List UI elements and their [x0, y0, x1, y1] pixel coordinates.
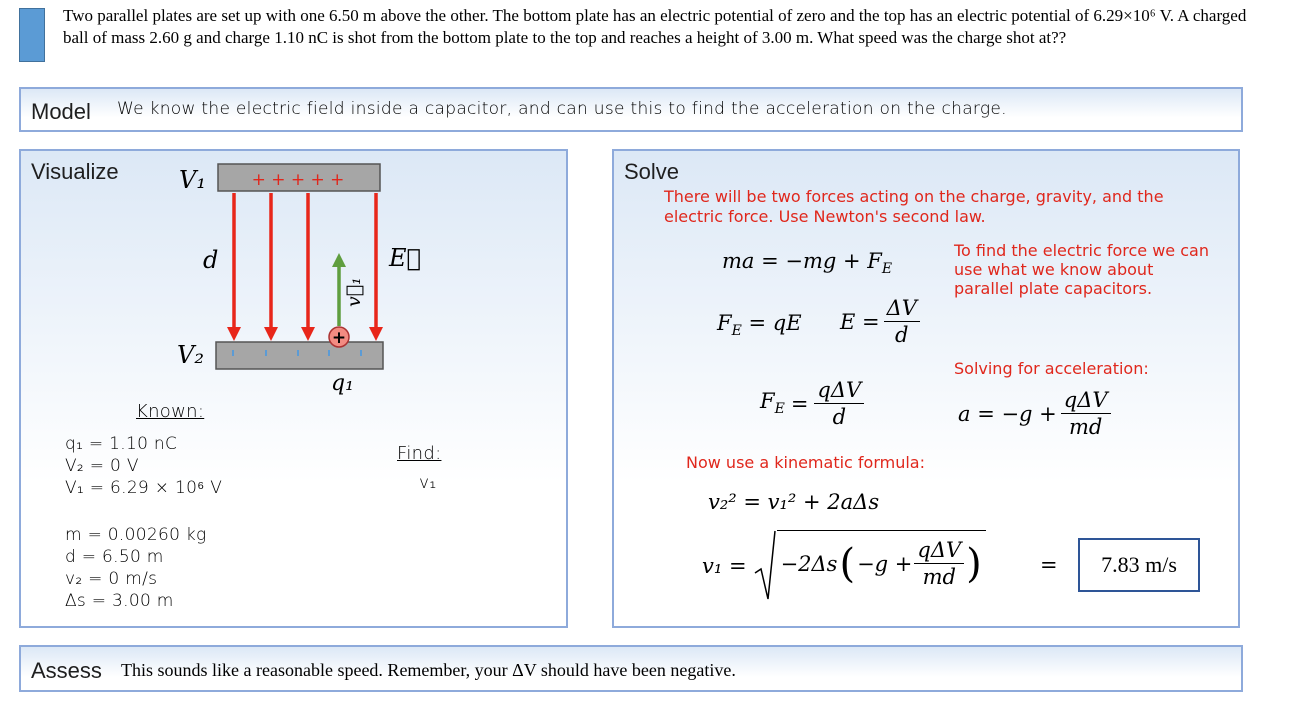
- find-value: v₁: [419, 473, 437, 493]
- acceleration-equation: a = −g + $\frac{\text{qΔV}}{md}$: [958, 387, 1111, 440]
- known-list: [65, 433, 222, 499]
- newton-equation: ma = $-mg + F_E$: [722, 249, 893, 278]
- problem-marker: [19, 8, 45, 62]
- model-panel: [19, 87, 1243, 132]
- field-note: To find the electric force we can use what we know about parallel plate capacitors.: [954, 241, 1209, 298]
- field-arrows: [234, 193, 376, 334]
- top-plate-signs: + + + + +: [251, 170, 345, 190]
- solve-panel: [612, 149, 1240, 628]
- capacitor-diagram: [161, 156, 421, 396]
- visualize-panel: [19, 149, 568, 628]
- known-title: Known:: [136, 401, 205, 422]
- d-label: d: [203, 246, 219, 274]
- charge-label: q₁: [331, 371, 354, 396]
- e-label: E⃗: [389, 244, 421, 272]
- known-item: v₂ = 0 m/s: [65, 569, 158, 589]
- electric-force-equation: $F_E$ = qE: [717, 311, 802, 340]
- known-item: m = 0.00260 kg: [65, 525, 207, 545]
- known-item: q₁ = 1.10 nC: [65, 434, 178, 454]
- v2-label: V₂: [177, 341, 204, 369]
- problem-statement: Two parallel plates are set up with one 6.50 m above the other. The bottom plate has an electric potential of zero and the top has an electric potential of 6.29×10⁶ V. A charged ball of mass 2.60 g and charge 1.10 nC is shot from the bottom plate to the top and reaches a height of 3.00 m. What speed was the charge shot at??: [63, 6, 1247, 47]
- known-list-2: [65, 524, 207, 612]
- model-title: Model: [31, 99, 91, 124]
- solve-intro: There will be two forces acting on the charge, gravity, and the electric force. Use Newton's second law.: [664, 187, 1164, 226]
- answer-box: 7.83 m/s: [1078, 538, 1200, 592]
- find-title: Find:: [397, 443, 442, 464]
- model-text: We know the electric field inside a capacitor, and can use this to find the acceleration on the charge.: [117, 99, 1007, 119]
- charge-sign: +: [331, 328, 347, 348]
- assess-text: This sounds like a reasonable speed. Remember, your ΔV should have been negative.: [121, 660, 736, 680]
- known-item: Δs = 3.00 m: [65, 591, 174, 611]
- field-equation: E = $\frac{\Delta V}{d}$: [840, 295, 920, 348]
- known-item: V₂ = 0 V: [65, 456, 139, 476]
- assess-title: Assess: [31, 658, 102, 683]
- solve-title: Solve: [624, 159, 680, 184]
- known-item: V₁ = 6.29 × 10⁶ V: [65, 478, 223, 498]
- electric-force-substituted: $F_E$ = $\frac{\text{qΔV}}{d}$: [760, 377, 864, 430]
- assess-panel: [19, 645, 1243, 692]
- equals-sign: =: [1040, 553, 1058, 577]
- known-item: d = 6.50 m: [65, 547, 164, 567]
- accel-note: Solving for acceleration:: [954, 359, 1149, 378]
- v1-label: V₁: [179, 166, 206, 194]
- kinematic-equation: v₂² = v₁² + 2aΔs: [708, 490, 880, 514]
- velocity-label: v⃗₁: [343, 277, 365, 307]
- kinematic-note: Now use a kinematic formula:: [686, 453, 925, 472]
- visualize-title: Visualize: [31, 159, 119, 184]
- v1-equation: v₁ = −2Δs ( −g + $\frac{\text{qΔV}}{md}$ ): [702, 529, 986, 603]
- bottom-plate: [216, 342, 383, 369]
- sqrt-sign: [753, 529, 777, 603]
